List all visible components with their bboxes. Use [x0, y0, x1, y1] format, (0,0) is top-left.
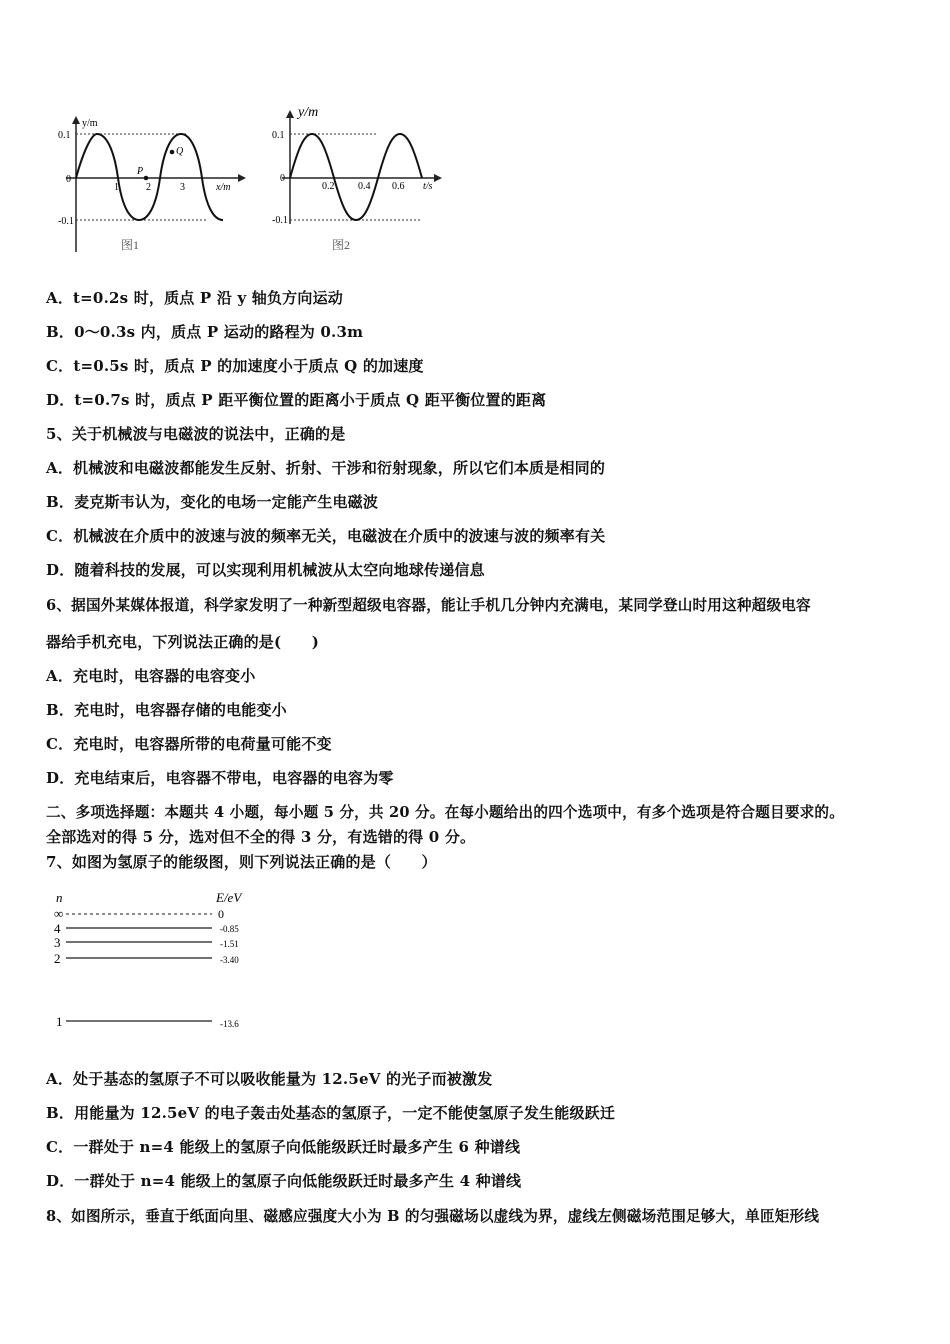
fig1-xlabel: x/m: [216, 182, 231, 193]
fig2-caption: 图2: [332, 238, 351, 252]
fig1-caption: 图1: [121, 238, 140, 252]
wave-curve: [76, 134, 223, 220]
q4-option-c: C．t=0.5s 时，质点 P 的加速度小于质点 Q 的加速度: [46, 357, 424, 375]
q5-option-b: B．麦克斯韦认为，变化的电场一定能产生电磁波: [46, 493, 379, 511]
fig1-ytick-bottom: -0.1: [58, 216, 74, 227]
q7-option-b: B．用能量为 12.5eV 的电子轰击处基态的氢原子，一定不能使氢原子发生能级跃迁: [46, 1104, 616, 1122]
level-e-3: -1.51: [220, 939, 239, 949]
y-axis-2-arrow: [286, 110, 294, 118]
level-e-4: -0.85: [220, 924, 239, 934]
label-q: Q: [176, 146, 184, 157]
fig2-xtick-02: 0.2: [322, 181, 335, 192]
q8-stem: 8、如图所示，垂直于纸面向里、磁感应强度大小为 B 的匀强磁场以虚线为界，虚线左侧磁场范围足够大，单匝矩形线: [46, 1208, 820, 1225]
fig1-ytick-top: 0.1: [58, 130, 71, 141]
x-axis-arrow: [238, 174, 246, 182]
fig2-ytick-zero: 0: [280, 173, 285, 184]
fig2-xlabel: t/s: [423, 181, 433, 192]
fig2-xtick-04: 0.4: [358, 181, 371, 192]
energy-level-diagram: [50, 888, 260, 1042]
label-p: P: [137, 166, 144, 177]
q7-option-c: C．一群处于 n=4 能级上的氢原子向低能级跃迁时最多产生 6 种谱线: [46, 1138, 521, 1156]
figure-1: [48, 112, 248, 261]
fig2-ytick-top: 0.1: [272, 130, 285, 141]
level-e-1: -13.6: [220, 1019, 239, 1029]
q4-option-a: A．t=0.2s 时，质点 P 沿 y 轴负方向运动: [46, 289, 343, 307]
level-n-inf: ∞: [54, 906, 64, 921]
level-n-3: 3: [54, 935, 61, 950]
q7-stem: 7、如图为氢原子的能级图，则下列说法正确的是（ ）: [46, 853, 437, 871]
q6-option-a: A．充电时，电容器的电容变小: [46, 667, 256, 685]
q5-option-a: A．机械波和电磁波都能发生反射、折射、干涉和衍射现象，所以它们本质是相同的: [46, 459, 606, 477]
q4-option-d: D．t=0.7s 时，质点 P 距平衡位置的距离小于质点 Q 距平衡位置的距离: [46, 391, 547, 409]
q6-stem-line1: 6、据国外某媒体报道，科学家发明了一种新型超级电容器，能让手机几分钟内充满电，某同学登山时用这种超级电容: [46, 597, 811, 614]
q7-option-a: A．处于基态的氢原子不可以吸收能量为 12.5eV 的光子而被激发: [46, 1070, 493, 1088]
point-q: [170, 150, 175, 155]
q6-option-c: C．充电时，电容器所带的电荷量可能不变: [46, 735, 332, 753]
q5-option-d: D．随着科技的发展，可以实现利用机械波从太空向地球传递信息: [46, 561, 485, 579]
fig2-xtick-06: 0.6: [392, 181, 405, 192]
q6-option-d: D．充电结束后，电容器不带电，电容器的电容为零: [46, 769, 394, 787]
fig1-xtick-1: 1: [114, 182, 119, 193]
e-label: E/eV: [216, 890, 242, 905]
level-n-4: 4: [54, 921, 61, 936]
q4-option-b: B．0～0.3s 内，质点 P 运动的路程为 0.3m: [46, 323, 364, 341]
level-e-2: -3.40: [220, 955, 239, 965]
q5-option-c: C．机械波在介质中的波速与波的频率无关，电磁波在介质中的波速与波的频率有关: [46, 527, 606, 545]
level-n-1: 1: [56, 1014, 63, 1029]
section-heading-line1: 二、多项选择题：本题共 4 小题，每小题 5 分，共 20 分。在每小题给出的四个选项中，有多个选项是符合题目要求的。: [46, 804, 844, 821]
fig2-ytick-bottom: -0.1: [272, 215, 288, 226]
t-axis-arrow: [434, 174, 442, 182]
q6-stem-line2: 器给手机充电，下列说法正确的是( ): [46, 633, 319, 651]
point-p: [144, 176, 149, 181]
level-e-inf: 0: [218, 907, 224, 921]
section-heading-line2: 全部选对的得 5 分，选对但不全的得 3 分，有选错的得 0 分。: [46, 828, 476, 846]
q6-option-b: B．充电时，电容器存储的电能变小: [46, 701, 287, 719]
fig1-xtick-3: 3: [180, 182, 185, 193]
fig1-xtick-2: 2: [146, 182, 151, 193]
vibration-curve: [290, 134, 422, 220]
fig1-ytick-zero: 0: [66, 174, 71, 185]
figure-2: [270, 100, 450, 261]
y-axis-arrow: [72, 116, 80, 124]
fig1-ylabel: y/m: [82, 118, 98, 129]
level-n-2: 2: [54, 951, 61, 966]
n-label: n: [56, 890, 63, 905]
q7-option-d: D．一群处于 n=4 能级上的氢原子向低能级跃迁时最多产生 4 种谱线: [46, 1172, 522, 1190]
q5-stem: 5、关于机械波与电磁波的说法中，正确的是: [46, 425, 346, 443]
fig2-ylabel: y/m: [298, 105, 319, 120]
